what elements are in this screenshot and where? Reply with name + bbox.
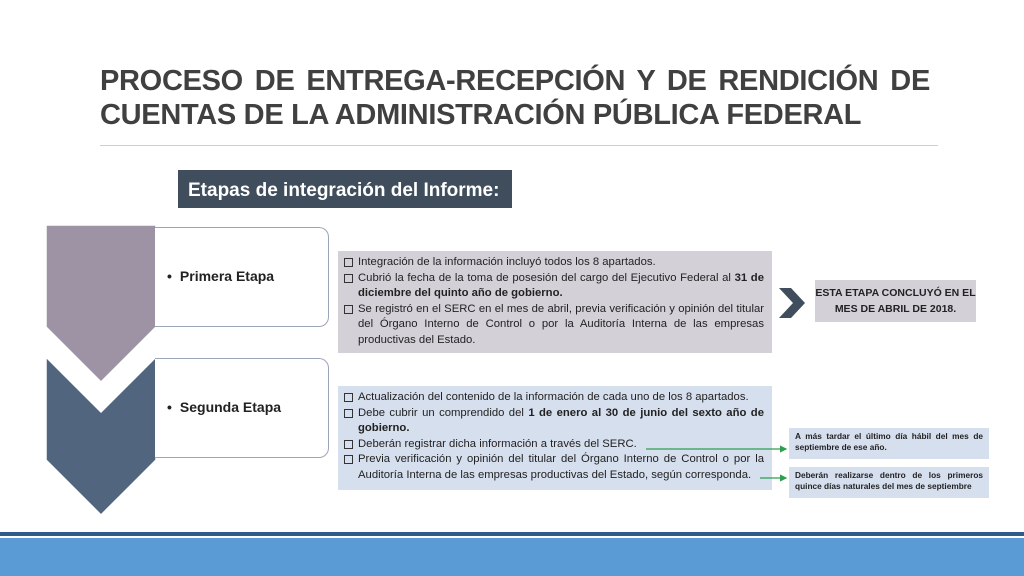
timeframe-note: Deberán realizarse dentro de los primeros quince días naturales del mes de septiembre: [789, 467, 989, 498]
list-item: Cubrió la fecha de la toma de posesión del cargo del Ejecutivo Federal al 31 de diciembre del quinto año de gobierno.: [344, 271, 764, 302]
stage-label-second: • Segunda Etapa: [167, 399, 281, 415]
list-item: Integración de la información incluyó todos los 8 apartados.: [344, 255, 764, 271]
title-line-2: CUENTAS DE LA ADMINISTRACIÓN PÚBLICA FEDERAL: [100, 99, 862, 131]
list-item: Se registró en el SERC en el mes de abril, previa verificación y opinión del titular del Órgano Interno de Control o por la Auditoría Interna de las empresas productivas del Estado.: [344, 302, 764, 349]
deadline-note: A más tardar el último día hábil del mes de septiembre de ese año.: [789, 428, 989, 459]
list-item: Debe cubrir un comprendido del 1 de enero al 30 de junio del sexto año de gobierno.: [344, 406, 764, 437]
list-item: Previa verificación y opinión del titular del Órgano Interno de Control o por la Auditoría Interna de las empresas productivas del Estado, según corresponda.: [344, 452, 764, 483]
stage-concluded-note: ESTA ETAPA CONCLUYÓ EN EL MES DE ABRIL DE 2018.: [815, 280, 976, 322]
stage-label-first: • Primera Etapa: [167, 268, 274, 284]
footer-divider: [0, 532, 1024, 536]
list-item: Actualización del contenido de la información de cada uno de los 8 apartados.: [344, 390, 764, 406]
list-item: Deberán registrar dicha información a través del SERC.: [344, 437, 764, 453]
stages-heading: Etapas de integración del Informe:: [178, 170, 512, 208]
title-line-1: PROCESO DE ENTREGA-RECEPCIÓN Y DE RENDICIÓN DE: [100, 65, 930, 97]
footer-band: [0, 538, 1024, 576]
